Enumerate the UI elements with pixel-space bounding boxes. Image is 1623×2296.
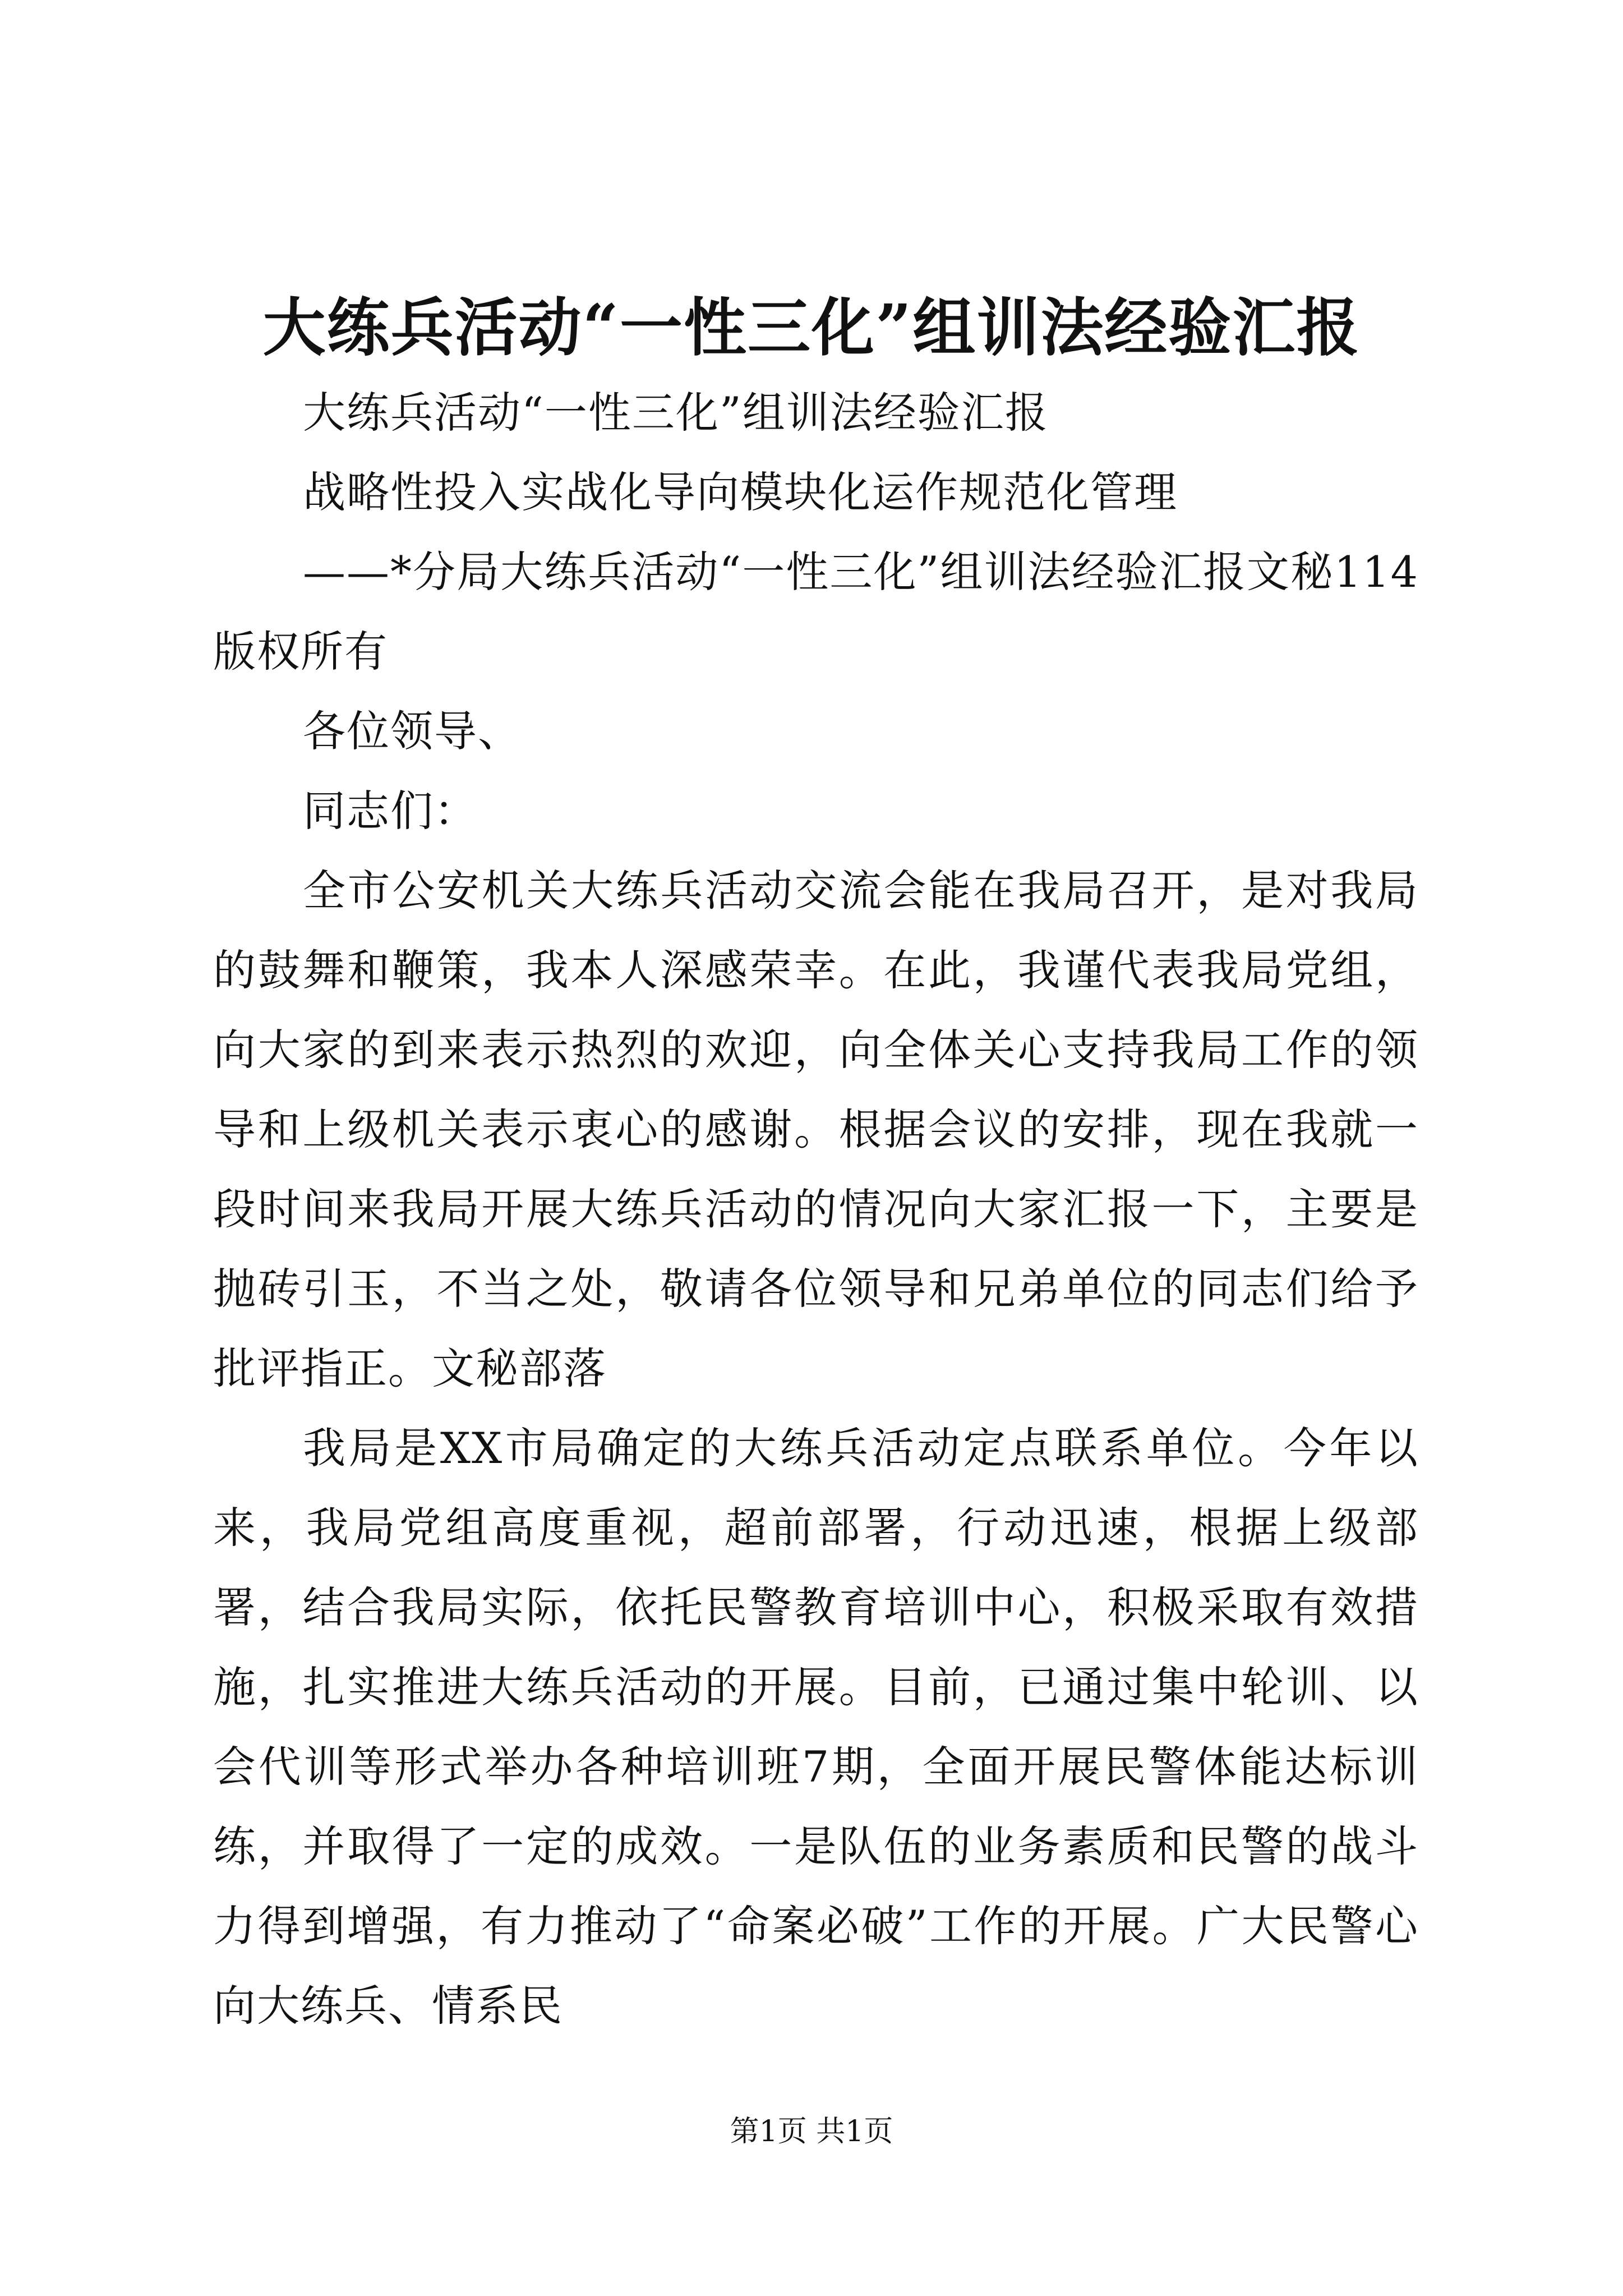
document-body — [213, 373, 1419, 2046]
paragraph-overview: 我局是XX市局确定的大练兵活动定点联系单位。今年以来，我局党组高度重视，超前部署，行动迅速，根据上级部署，结合我局实际，依托民警教育培训中心，积极采取有效措施，扎实推进大练兵活动的开展。目前，已通过集中轮训、以会代训等形式举办各种培训班7期，全面开展民警体能达标训练，并取得了一定的成效。一是队伍的业务素质和民警的战斗力得到增强，有力推动了“命案必破”工作的开展。广大民警心向大练兵、情系民 — [213, 1423, 1419, 2031]
paragraph-opening: 全市公安机关大练兵活动交流会能在我局召开，是对我局的鼓舞和鞭策，我本人深感荣幸。在此，我谨代表我局党组，向大家的到来表示热烈的欢迎，向全体关心支持我局工作的领导和上级机关表示衷心的感谢。根据会议的安排，现在我就一段时间来我局开展大练兵活动的情况向大家汇报一下，主要是抛砖引玉，不当之处，敬请各位领导和兄弟单位的同志们给予批评指正。文秘部落 — [213, 866, 1419, 1393]
paragraph-salutation-leaders: 各位领导、 — [303, 706, 522, 756]
page-footer: 第1页 共1页 — [730, 2115, 893, 2148]
document-title: 大练兵活动“一性三化”组训法经验汇报 — [262, 291, 1361, 365]
paragraph-slogan: 战略性投入实战化导向模块化运作规范化管理 — [303, 467, 1178, 517]
paragraph-subtitle: 大练兵活动“一性三化”组训法经验汇报 — [303, 388, 1049, 438]
paragraph-source-line: ——*分局大练兵活动“一性三化”组训法经验汇报文秘114版权所有 — [213, 547, 1419, 677]
paragraph-salutation-comrades: 同志们： — [303, 786, 478, 836]
